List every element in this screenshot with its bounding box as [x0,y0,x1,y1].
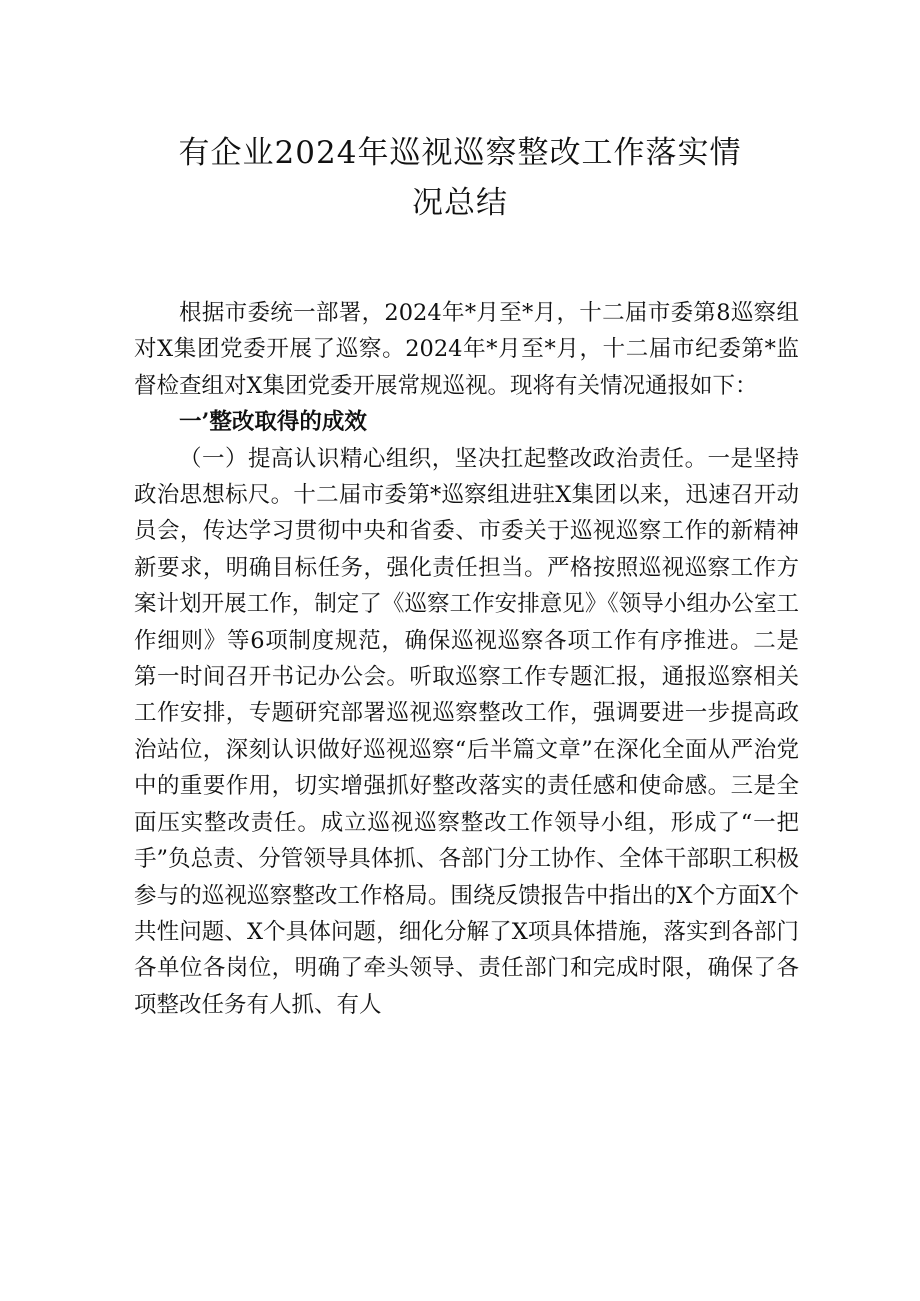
document-body [134,295,799,1023]
document-title [150,128,770,228]
intro-paragraph: 根据市委统一部署，2024年*月至*月，十二届市委第8巡察组对X集团党委开展了巡察。2024年*月至*月，十二届市纪委第*监督检查组对X集团党委开展常规巡视。现将有关情况通报如下： [134,300,799,399]
title-line-1: 有企业2024年巡视巡察整改工作落实情 [178,135,742,171]
section-1-paragraph-1: （一）提高认识精心组织，坚决扛起整改政治责任。一是坚持政治思想标尺。十二届市委第*巡察组进驻X集团以来，迅速召开动员会，传达学习贯彻中央和省委、市委关于巡视巡察工作的新精神新要求，明确目标任务，强化责任担当。严格按照巡视巡察工作方案计划开展工作，制定了《巡察工作安排意见》《领导小组办公室工作细则》等6项制度规范，确保巡视巡察各项工作有序推进。二是第一时间召开书记办公会。听取巡察工作专题汇报，通报巡察相关工作安排，专题研究部署巡视巡察整改工作，强调要进一步提高政治站位，深刻认识做好巡视巡察“后半篇文章”在深化全面从严治党中的重要作用，切实增强抓好整改落实的责任感和使命感。三是全面压实整改责任。成立巡视巡察整改工作领导小组，形成了“一把手”负总责、分管领导具体抓、各部门分工协作、全体干部职工积极参与的巡视巡察整改工作格局。围绕反馈报告中指出的X个方面X个共性问题、X个具体问题，细化分解了X项具体措施，落实到各部门各单位各岗位，明确了牵头领导、责任部门和完成时限，确保了各项整改任务有人抓、有人 [134,445,799,1018]
title-line-2: 况总结 [412,185,508,221]
section-heading-1: 一’整改取得的成效 [179,409,367,436]
